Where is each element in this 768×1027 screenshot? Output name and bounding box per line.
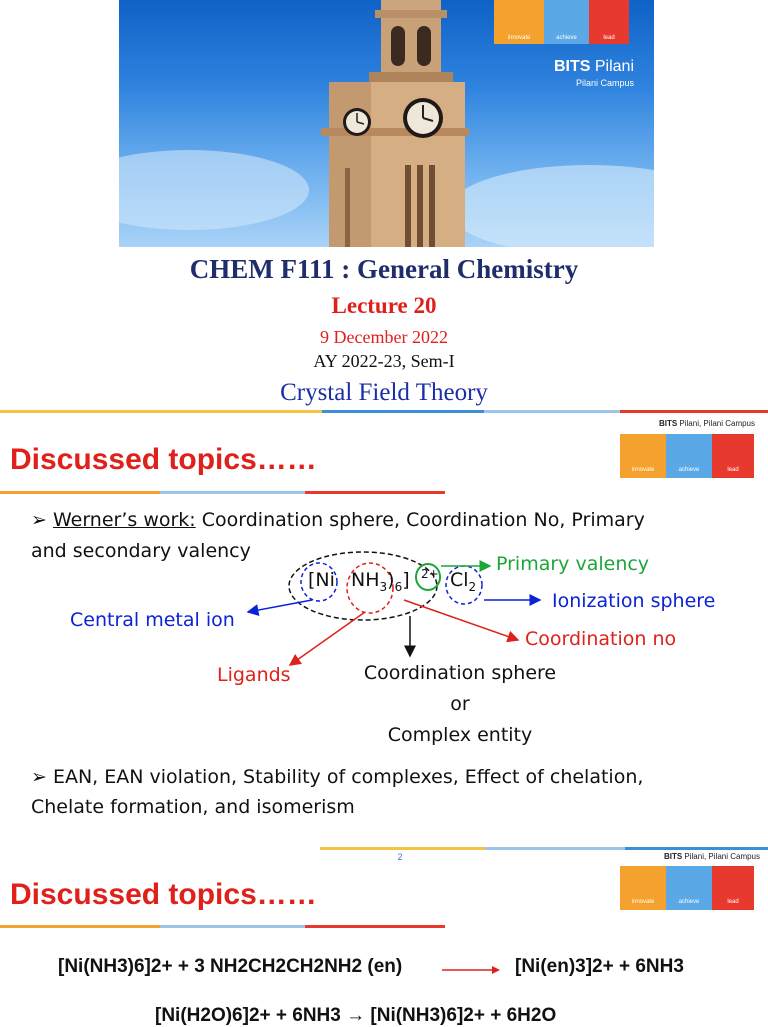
- slide-title-2: Discussed topics……: [10, 878, 317, 911]
- title-slide-photo: [119, 0, 654, 247]
- label-primary-valency: Primary valency: [496, 553, 650, 575]
- bullet-werner: ➢ Werner’s work: Coordination sphere, Coordination No, Primary: [31, 509, 645, 531]
- logo-word-lead: lead: [603, 35, 615, 41]
- lecture-date: 9 December 2022: [320, 327, 448, 347]
- title-underline-2: [0, 925, 445, 928]
- werner-heading: Werner’s work:: [52, 509, 196, 531]
- equation-en-right: [Ni(en)3]2+ + 6NH3: [515, 956, 684, 977]
- reaction-arrow-icon: [442, 964, 502, 976]
- header-brand: BITS Pilani, Pilani Campus: [658, 419, 755, 428]
- header-brand-2: BITS Pilani, Pilani Campus: [663, 852, 760, 861]
- label-or: or: [450, 693, 470, 715]
- label-coordination-no: Coordination no: [525, 628, 677, 650]
- logo-word-innovate: innovate: [507, 35, 531, 41]
- brand-logo-bar: innovate achieve lead: [620, 434, 754, 478]
- formula-ni: [Ni: [308, 569, 335, 591]
- brand-campus: Pilani Campus: [575, 78, 634, 88]
- label-complex-entity: Complex entity: [387, 724, 533, 746]
- label-ionization-sphere: Ionization sphere: [552, 590, 716, 612]
- lecture-number: Lecture 20: [331, 293, 437, 318]
- page-number: 2: [397, 852, 403, 862]
- brand-name: BITS Pilani: [553, 58, 634, 75]
- equation-ammonia: [Ni(H2O)6]2+ + 6NH3 → [Ni(NH3)6]2+ + 6H2O: [155, 1005, 557, 1026]
- academic-term: AY 2022-23, Sem-I: [313, 351, 455, 371]
- footer-rule: [320, 847, 768, 850]
- label-coordination-sphere: Coordination sphere: [363, 662, 557, 684]
- bullet-ean-line2: Chelate formation, and isomerism: [31, 796, 355, 818]
- title-underline: [0, 491, 445, 494]
- formula-charge: 2+: [421, 567, 439, 581]
- bullet-werner-line2: and secondary valency: [31, 540, 251, 562]
- course-title: CHEM F111 : General Chemistry: [189, 254, 579, 284]
- brand-logo-bar-2: innovate achieve lead: [620, 866, 754, 910]
- slide-title: Discussed topics……: [10, 443, 317, 476]
- equation-en-left: [Ni(NH3)6]2+ + 3 NH2CH2CH2NH2 (en): [58, 956, 403, 977]
- header-rule: [0, 410, 768, 413]
- logo-word-achieve: achieve: [556, 35, 577, 41]
- label-ligands: Ligands: [217, 664, 291, 686]
- bullet-ean: ➢ EAN, EAN violation, Stability of complexes, Effect of chelation,: [31, 766, 644, 788]
- formula-nh3: $NH_3)_6$]: [351, 569, 410, 594]
- lecture-topic: Crystal Field Theory: [280, 379, 488, 406]
- label-central-metal-ion: Central metal ion: [70, 609, 235, 631]
- formula-cl2: $Cl_2$: [450, 569, 477, 594]
